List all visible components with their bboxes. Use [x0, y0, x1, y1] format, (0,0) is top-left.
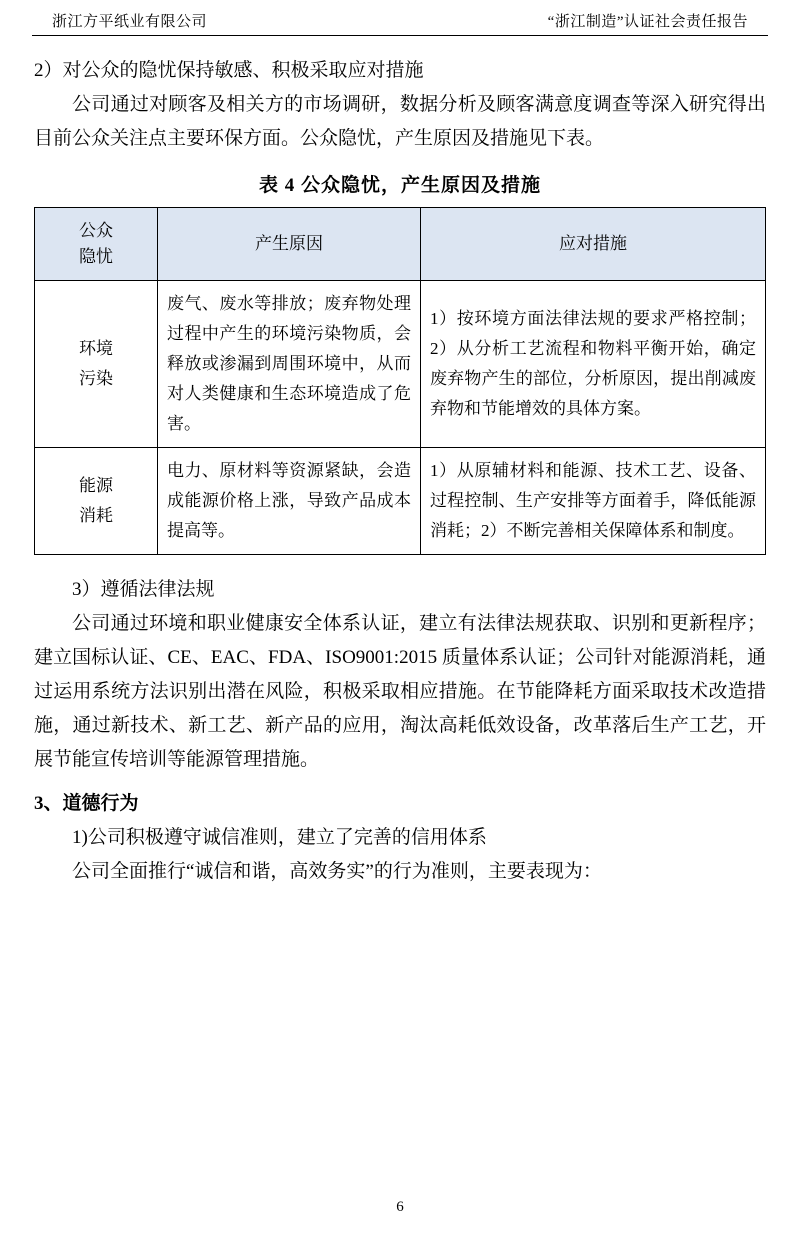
- table-header-concern-line1: 公众: [79, 221, 113, 240]
- concern-line2: 污染: [79, 369, 113, 388]
- table-cell-measure: 1）从原辅材料和能源、技术工艺、设备、过程控制、生产安排等方面着手，降低能源消耗；2）不断完善相关保障体系和制度。: [421, 448, 766, 555]
- table-header-row: [35, 208, 766, 281]
- heading-follow-laws: 3）遵循法律法规: [72, 579, 215, 600]
- page-content: [32, 36, 768, 889]
- header-report-title: “浙江制造”认证社会责任报告: [547, 14, 748, 30]
- table-caption: 表 4 公众隐忧，产生原因及措施: [258, 175, 541, 196]
- table-cell-measure: 1）按环境方面法律法规的要求严格控制；2）从分析工艺流程和物料平衡开始，确定废弃物产生的部位，分析原因，提出削减废弃物和节能增效的具体方案。: [421, 281, 766, 448]
- paragraph-code-of-conduct: 公司全面推行“诚信和谐，高效务实”的行为准则，主要表现为：: [72, 861, 602, 882]
- public-concern-table: [34, 207, 766, 555]
- paragraph-market-research: 公司通过对顾客及相关方的市场调研，数据分析及顾客满意度调查等深入研究得出目前公众关注点主要环保方面。公众隐忧，产生原因及措施见下表。: [34, 94, 766, 149]
- table-header-measure: 应对措施: [421, 208, 766, 281]
- table-header-cause: 产生原因: [158, 208, 421, 281]
- table-cell-concern: [35, 448, 158, 555]
- page-header: [32, 0, 768, 36]
- concern-line2: 消耗: [79, 506, 113, 525]
- paragraph-certifications: 公司通过环境和职业健康安全体系认证，建立有法律法规获取、识别和更新程序；建立国标认证、CE、EAC、FDA、ISO9001:2015 质量体系认证；公司针对能源消耗，通过运用系统方法识别出潜在风险，积极采取相应措施。在节能降耗方面采取技术改造措施，通过新技术、新工艺、新产品的应用，淘汰高耗低效设备，改革落后生产工艺，开展节能宣传培训等能源管理措施。: [34, 613, 766, 770]
- page-footer: [0, 1199, 800, 1216]
- table-cell-concern: [35, 281, 158, 448]
- concern-line1: 能源: [79, 476, 113, 495]
- table-row: [35, 448, 766, 555]
- table-row: [35, 281, 766, 448]
- page-number: 6: [396, 1199, 404, 1215]
- table-cell-cause: 废气、废水等排放；废弃物处理过程中产生的环境污染物质，会释放或渗漏到周围环境中，从而对人类健康和生态环境造成了危害。: [158, 281, 421, 448]
- table-header-concern: [35, 208, 158, 281]
- heading-public-concern: 2）对公众的隐忧保持敏感、积极采取应对措施: [34, 60, 424, 81]
- concern-line1: 环境: [79, 339, 113, 358]
- table-header-concern-line2: 隐忧: [79, 247, 113, 266]
- heading-credit-system: 1)公司积极遵守诚信准则，建立了完善的信用体系: [72, 827, 487, 848]
- table-cell-cause: 电力、原材料等资源紧缺，会造成能源价格上涨，导致产品成本提高等。: [158, 448, 421, 555]
- heading-ethical-behavior: 3、道德行为: [34, 793, 139, 814]
- header-company-name: 浙江方平纸业有限公司: [52, 14, 208, 30]
